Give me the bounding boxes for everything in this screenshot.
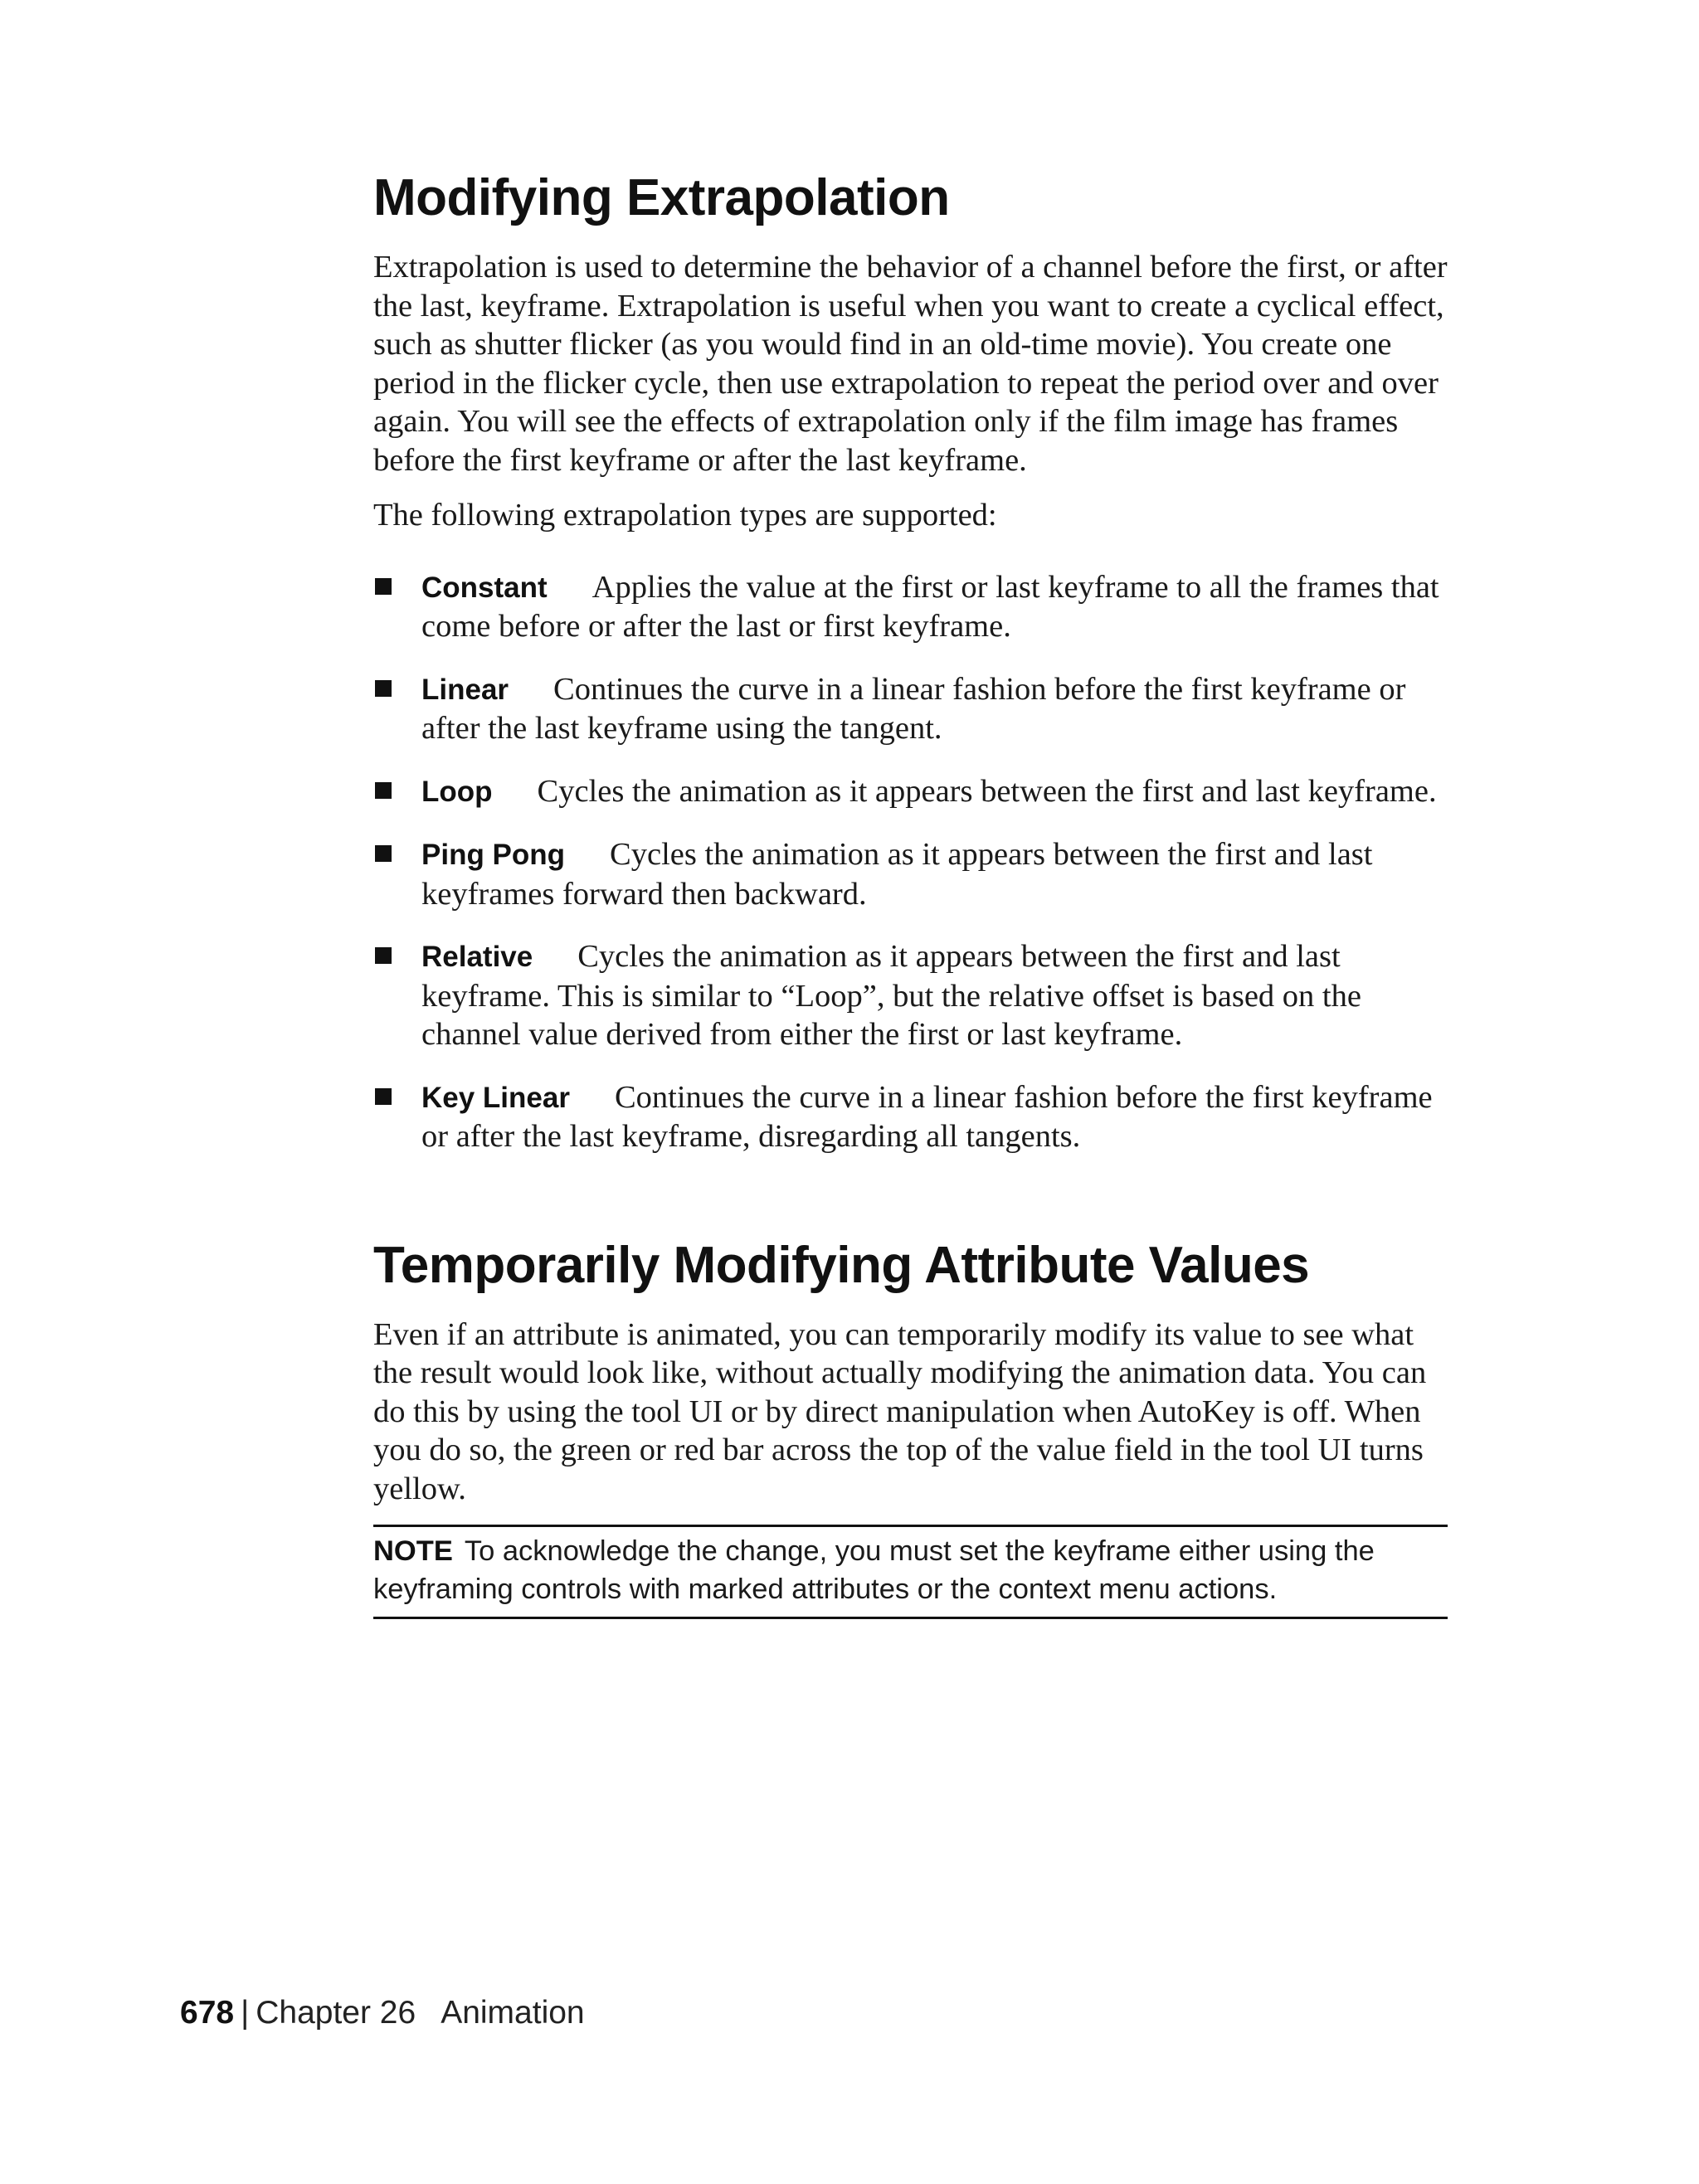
extrapolation-types-list: [373, 568, 1448, 1156]
term-label: Constant: [421, 571, 548, 604]
footer-separator: |: [241, 1995, 250, 2031]
bullet-square-icon: [375, 845, 392, 862]
bullet-square-icon: [375, 782, 392, 799]
note-box: [373, 1525, 1448, 1619]
list-item: [373, 835, 1448, 913]
term-label: Key Linear: [421, 1081, 570, 1114]
term-description: Applies the value at the first or last keyframe to all the frames that come before or after the last or first keyframe.: [421, 569, 1439, 644]
term-description: Continues the curve in a linear fashion before the first keyframe or after the last keyframe using the tangent.: [421, 671, 1406, 747]
term-label: Relative: [421, 941, 533, 974]
list-item: [373, 937, 1448, 1054]
term-label: Loop: [421, 775, 493, 808]
chapter-label: Chapter 26: [256, 1995, 416, 2031]
temporary-modification-paragraph: Even if an attribute is animated, you can temporarily modify its value to see what the result would look like, without actually modifying the animation data. You can do this by using the tool UI or by direct manipulation when AutoKey is off. When you do so, the green or red bar across the top of the value field in the tool UI turns yellow.: [373, 1316, 1427, 1506]
section-title-temporarily-modifying: Temporarily Modifying Attribute Values: [373, 1236, 1310, 1294]
note-label: NOTE: [373, 1535, 453, 1568]
note-text: To acknowledge the change, you must set the keyframe either using the keyframing controls with marked attributes or the context menu actions.: [373, 1535, 1375, 1606]
term-description: Cycles the animation as it appears between the first and last keyframe. This is similar to “Loop”, but the relative offset is based on the channel value derived from either the first or last keyframe.: [421, 939, 1361, 1053]
bullet-square-icon: [375, 578, 392, 595]
term-label: Linear: [421, 673, 509, 706]
page-content: [373, 170, 1448, 1619]
section-temporary-modification: [373, 1238, 1448, 1620]
section-title-extrapolation: Modifying Extrapolation: [373, 169, 950, 226]
chapter-title: Animation: [441, 1995, 585, 2031]
list-item: [373, 568, 1448, 646]
intro-paragraph: Extrapolation is used to determine the behavior of a channel before the first, or after the last, keyframe. Extrapolation is useful when you want to create a cyclical effect, such as shutter flicker (as you would find in an old-time movie). You create one period in the flicker cycle, then use extrapolation to repeat the period over and over again. You will see the effects of extrapolation only if the film image has frames before the first keyframe or after the last keyframe.: [373, 250, 1448, 478]
list-item: [373, 670, 1448, 748]
types-lead-paragraph: The following extrapolation types are supported:: [373, 498, 997, 533]
bullet-square-icon: [375, 1088, 392, 1105]
page-footer: [180, 1995, 585, 2031]
term-description: Continues the curve in a linear fashion before the first keyframe or after the last keyframe, disregarding all tangents.: [421, 1079, 1433, 1155]
bullet-square-icon: [375, 680, 392, 697]
bullet-square-icon: [375, 947, 392, 964]
term-description: Cycles the animation as it appears between the first and last keyframes forward then backward.: [421, 837, 1373, 912]
term-description: Cycles the animation as it appears between the first and last keyframe.: [537, 773, 1437, 809]
list-item: [373, 1078, 1448, 1156]
page-number: 678: [180, 1995, 235, 2031]
list-item: [373, 772, 1448, 812]
term-label: Ping Pong: [421, 839, 566, 872]
